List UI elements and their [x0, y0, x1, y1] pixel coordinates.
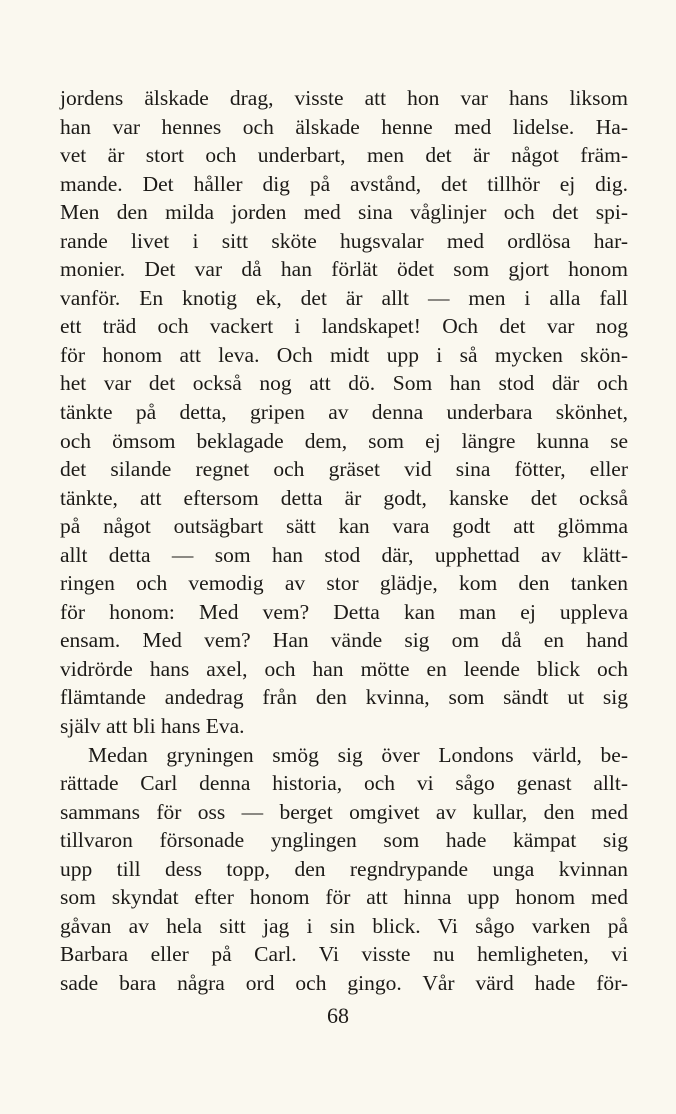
text-line: rättade Carl denna historia, och vi sågo genast allt- — [60, 771, 628, 796]
text-line: vet är stort och underbart, men det är något främ- — [60, 143, 628, 168]
page-number: 68 — [327, 1003, 349, 1028]
text-line: rande livet i sitt sköte hugsvalar med ordlösa har- — [60, 228, 628, 253]
paragraph-start-line: Medan gryningen smög sig över Londons värld, be- — [88, 742, 628, 767]
text-line: och ömsom beklagade dem, som ej längre kunna se — [60, 428, 628, 453]
text-line: ett träd och vackert i landskapet! Och det var nog — [60, 314, 628, 339]
text-line: ringen och vemodig av stor glädje, kom den tanken — [60, 571, 628, 596]
text-line: tänkte, att eftersom detta är godt, kanske det också — [60, 485, 628, 510]
paragraph-end-line: själv att bli hans Eva. — [60, 714, 245, 739]
text-line: het var det också nog att dö. Som han stod där och — [60, 371, 628, 396]
text-line: tillvaron försonade ynglingen som hade kämpat sig — [60, 828, 628, 853]
text-line: upp till dess topp, den regndrypande unga kvinnan — [60, 856, 628, 881]
text-line: för honom att leva. Och midt upp i så mycken skön- — [60, 342, 628, 367]
text-line: vidrörde hans axel, och han mötte en leende blick och — [60, 656, 628, 681]
text-line: det silande regnet och gräset vid sina fötter, eller — [60, 457, 628, 482]
text-line: han var hennes och älskade henne med lidelse. Ha- — [60, 114, 628, 139]
text-line: Men den milda jorden med sina våglinjer och det spi- — [60, 200, 628, 225]
text-line: gåvan av hela sitt jag i sin blick. Vi sågo varken på — [60, 913, 628, 938]
text-line: ensam. Med vem? Han vände sig om då en hand — [60, 628, 628, 653]
text-line: allt detta — som han stod där, upphettad av klätt- — [60, 542, 628, 567]
text-line: på något outsägbart sätt kan vara godt att glömma — [60, 514, 628, 539]
text-line: monier. Det var då han förlät ödet som gjort honom — [60, 257, 628, 282]
text-line: flämtande andedrag från den kvinna, som sändt ut sig — [60, 685, 628, 710]
text-line: mande. Det håller dig på avstånd, det tillhör ej dig. — [60, 171, 628, 196]
text-line: jordens älskade drag, visste att hon var hans liksom — [60, 86, 628, 110]
text-line: för honom: Med vem? Detta kan man ej uppleva — [60, 599, 628, 624]
text-line: som skyndat efter honom för att hinna upp honom med — [60, 885, 628, 910]
text-line: Barbara eller på Carl. Vi visste nu hemligheten, vi — [60, 942, 628, 967]
text-line: sade bara några ord och gingo. Vår värd hade för- — [60, 970, 628, 995]
text-line: vanför. En knotig ek, det är allt — men i alla fall — [60, 285, 628, 310]
text-line: tänkte på detta, gripen av denna underbara skönhet, — [60, 400, 628, 425]
text-line: sammans för oss — berget omgivet av kullar, den med — [60, 799, 628, 824]
body-text — [60, 84, 628, 998]
